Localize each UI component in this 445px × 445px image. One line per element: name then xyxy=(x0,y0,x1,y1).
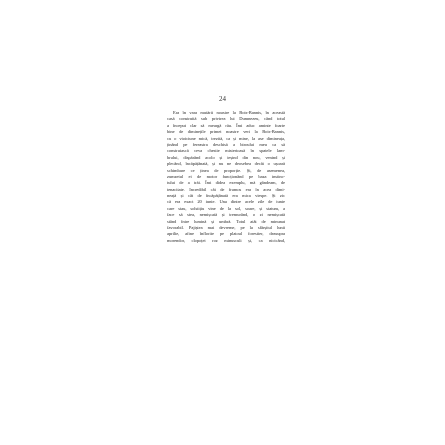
text-line: aprilie, afine înflorite pe platoul forestier, deasupra xyxy=(167,231,285,237)
text-line: ținând pe fereastra deschisă a biroului meu ca să xyxy=(167,141,285,147)
text-line: plecând, încăpățânată, și nu ne deosebea decât o ușoară xyxy=(167,161,285,167)
text-line: face să stea, nemișcată și tremurând, o zi nemișcată xyxy=(167,212,285,218)
text-line: Era în vara mutării noastre la Bois-Bannis, în această xyxy=(173,110,285,115)
text-line: tului de a trăi. Îmi didea exemplu, mă gândeam, de xyxy=(167,180,285,186)
text-line: construiască ceva chestie misterioasă în spatele lam- xyxy=(167,148,285,154)
body-text xyxy=(167,110,285,342)
text-line: tenacitate. Incredibil cât de frumos era în acea dimi- xyxy=(167,186,285,192)
text-line: stând între lumină și umbră. Totul atât de minunat xyxy=(167,218,285,224)
text-line: bine de diminețile primei noastre veri la Bois-Bannis, xyxy=(167,129,285,135)
text-line: morendor, clopoței roz minusculi și, ca nicicând, xyxy=(167,237,285,243)
text-line: schimbare ce ținea de proporție. Și, de asemenea, xyxy=(167,167,285,173)
text-line: care stau, solstițiu vine de la sol, soare, și statum, a xyxy=(167,205,285,211)
text-line: că era exact 20 iunie. Una dintre acele zile de iunie xyxy=(167,199,285,205)
page-number: 24 xyxy=(219,95,226,103)
text-line: a început clar să meargă rău. Îmi aduc aminte foarte xyxy=(167,122,285,128)
text-line: casă construită sub privirea lui Dumnezeu, când totul xyxy=(167,116,285,122)
text-line: neață și cât de încăpățânată era mica viespe. Și zic xyxy=(167,193,285,199)
text-line: cu o vioiciune mică, trezită, ca și mine, la ase dimineața, xyxy=(167,135,285,141)
text-line: favorabil. Pajiștea mai devreme, pe la sfârșitul lunii xyxy=(167,225,285,231)
text-line: zumzetul ei de motor funcționând pe baza instinc- xyxy=(167,173,285,179)
text-line: brului, dispărând acolo și ieșind din nou, venind și xyxy=(167,154,285,160)
